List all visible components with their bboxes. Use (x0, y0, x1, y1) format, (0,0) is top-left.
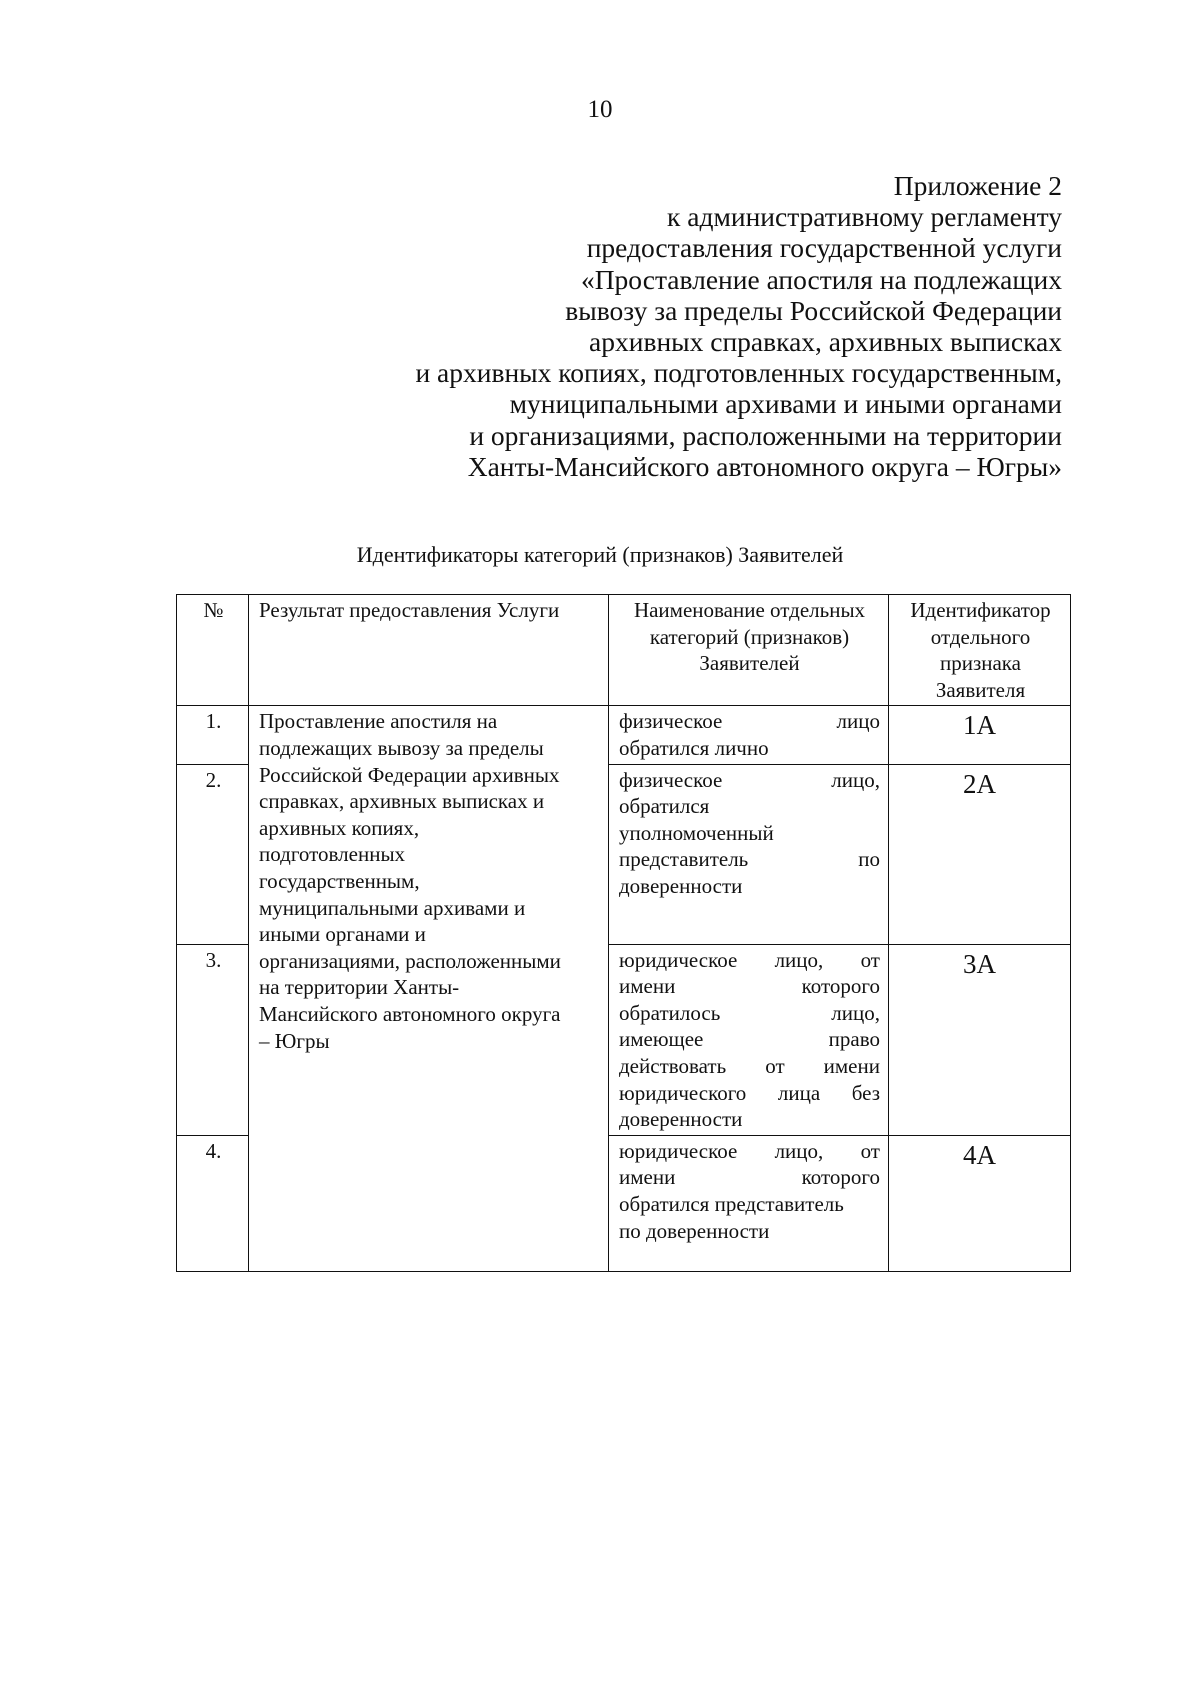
table-caption: Идентификаторы категорий (признаков) Заявителей (356, 542, 844, 567)
table-row (177, 706, 1071, 764)
category-word: действовать (619, 1053, 727, 1078)
result-line: муниципальными архивами и (259, 895, 526, 920)
category-name-line (619, 1164, 880, 1191)
category-name-line (619, 1000, 880, 1027)
category-name-line (619, 1218, 880, 1245)
category-word: лица (777, 1080, 821, 1105)
category-word: от (860, 947, 880, 972)
category-name-line (619, 973, 880, 1000)
category-word: обратилось (619, 1000, 721, 1025)
result-line: на территории Ханты- (259, 975, 460, 1000)
result-line: подлежащих вывозу за пределы (259, 735, 544, 760)
header-line: Заявителей (699, 651, 800, 676)
result-line: справках, архивных выписках и (259, 789, 545, 814)
result-line: государственным, (259, 868, 420, 893)
category-name-line (619, 708, 880, 735)
category-name-line (619, 947, 880, 974)
header-line: Идентификатор (910, 598, 1051, 622)
category-word: физическое (619, 709, 723, 734)
category-word: лицо, (774, 947, 824, 972)
header-line: Наименование отдельных (633, 598, 866, 622)
category-word: доверенности (619, 873, 743, 898)
category-word: обратился представитель (619, 1191, 844, 1216)
appendix-line: предоставления государственной услуги (586, 232, 1062, 264)
category-word: имени (619, 1165, 676, 1190)
category-word: имени (823, 1053, 880, 1078)
row-number: 2. (177, 764, 249, 944)
category-word: от (765, 1053, 785, 1078)
appendix-line: Ханты-Мансийского автономного округа – Югры» (467, 450, 1062, 482)
identifier-cell: 3А (889, 944, 1071, 1135)
header-line: Заявителя (935, 677, 1026, 702)
category-name-line (619, 735, 880, 762)
appendix-line: и архивных копиях, подготовленных государственным, (415, 357, 1062, 389)
categories-table (176, 594, 1071, 1272)
appendix-line: к административному регламенту (667, 201, 1062, 233)
category-name-cell (609, 1135, 889, 1271)
category-word: юридическое (619, 947, 738, 972)
result-line: подготовленных (259, 842, 406, 867)
identifier-cell: 4А (889, 1135, 1071, 1271)
category-name-line (619, 767, 880, 794)
appendix-header (342, 170, 1062, 482)
category-name-line (619, 1191, 880, 1218)
category-name-line (619, 846, 880, 873)
row-number: 4. (177, 1135, 249, 1271)
result-line: Российской Федерации архивных (259, 762, 560, 787)
category-word: физическое (619, 767, 723, 792)
category-name-line (619, 793, 880, 820)
header-line: категорий (признаков) (649, 624, 850, 649)
header-line: отдельного (930, 624, 1031, 649)
category-word: имени (619, 974, 676, 999)
appendix-line: «Проставление апостиля на подлежащих (580, 263, 1062, 295)
category-word: которого (801, 1165, 880, 1190)
category-name-line (619, 1138, 880, 1165)
category-word: по доверенности (619, 1218, 770, 1243)
category-word: юридического (619, 1080, 747, 1105)
page-number: 10 (587, 96, 613, 123)
category-name-line (619, 1080, 880, 1107)
category-word: представитель (619, 847, 749, 872)
result-line: Мансийского автономного округа (259, 1001, 561, 1026)
category-word: лицо, (831, 767, 880, 792)
appendix-line: муниципальными архивами и иными органами (509, 388, 1062, 420)
category-name-line (619, 1026, 880, 1053)
header-no: № (177, 595, 249, 706)
category-word: уполномоченный (619, 820, 774, 845)
header-identifier (889, 595, 1071, 706)
appendix-line: вывозу за пределы Российской Федерации (565, 294, 1062, 326)
table-header-row (177, 595, 1071, 706)
category-word: лицо, (774, 1138, 824, 1163)
result-cell (249, 706, 609, 1271)
identifier-cell: 2А (889, 764, 1071, 944)
identifier-cell: 1А (889, 706, 1071, 764)
category-name-line (619, 820, 880, 847)
category-name-cell (609, 764, 889, 944)
category-name-cell (609, 944, 889, 1135)
appendix-line: Приложение 2 (893, 170, 1062, 201)
category-word: доверенности (619, 1107, 743, 1132)
category-word: без (851, 1080, 880, 1105)
row-number: 3. (177, 944, 249, 1135)
category-word: юридическое (619, 1138, 738, 1163)
category-word: от (860, 1138, 880, 1163)
category-word: право (828, 1027, 880, 1052)
result-line: организациями, расположенными (259, 948, 561, 973)
category-word: имеющее (619, 1027, 704, 1052)
category-name-cell (609, 706, 889, 764)
row-number: 1. (177, 706, 249, 764)
category-word: лицо, (831, 1000, 880, 1025)
result-line: иными органами и (259, 922, 426, 947)
category-name-line (619, 1053, 880, 1080)
category-word: по (858, 847, 880, 872)
category-name-line (619, 873, 880, 900)
category-word: обратился лично (619, 735, 769, 760)
category-word: лицо (836, 709, 880, 734)
appendix-line: архивных справках, архивных выписках (589, 326, 1062, 358)
category-name-line (619, 1106, 880, 1133)
result-line: – Югры (259, 1028, 330, 1053)
category-word: обратился (619, 794, 710, 819)
appendix-line: и организациями, расположенными на территории (469, 419, 1062, 451)
result-line: Проставление апостиля на (259, 709, 498, 734)
category-word: которого (801, 974, 880, 999)
result-line: архивных копиях, (259, 815, 420, 840)
header-category-name (609, 595, 889, 706)
header-result: Результат предоставления Услуги (249, 595, 609, 706)
header-line: признака (939, 651, 1022, 676)
